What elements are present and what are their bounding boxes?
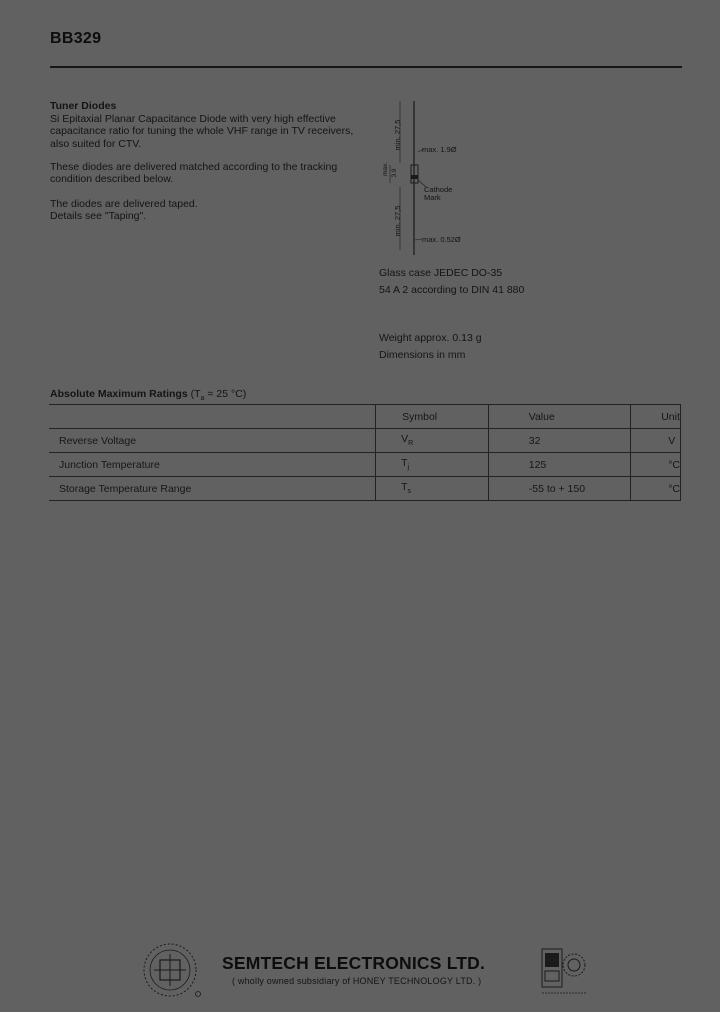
row-unit: °C: [631, 453, 681, 477]
ratings-title: [50, 388, 246, 402]
cathode-band: [411, 175, 418, 179]
ratings-condition: ($T_a = 25$ °C): [190, 388, 247, 403]
dimensions-unit-line: Dimensions in mm: [379, 349, 466, 361]
package-outline-diagram: [360, 95, 480, 255]
dim-lead-diameter-label: max. 1.9Ø: [422, 145, 457, 154]
taping-line-1: The diodes are delivered taped.: [50, 198, 198, 210]
header-parameter: [49, 405, 376, 429]
row-symbol: $T_j$: [376, 453, 489, 477]
weight-line: Weight approx. 0.13 g: [379, 332, 482, 344]
header-value: Value: [488, 405, 630, 429]
row-unit: V: [631, 429, 681, 453]
dim-body-diameter-label: max. 0.52Ø: [422, 235, 461, 244]
description-heading: Tuner Diodes: [50, 100, 117, 112]
cathode-mark-label-2: Mark: [424, 193, 441, 202]
header-unit: Unit: [631, 405, 681, 429]
table-row: [49, 429, 681, 453]
taping-line-2: Details see "Taping".: [50, 210, 147, 223]
row-parameter: Reverse Voltage: [49, 429, 376, 453]
weight-info: [379, 330, 482, 364]
row-parameter: Storage Temperature Range: [49, 477, 376, 501]
description-paragraph-3: [50, 198, 360, 223]
company-name: SEMTECH ELECTRONICS LTD.: [222, 953, 486, 973]
dim-body-max-label: max.: [382, 161, 389, 177]
title-divider: [50, 66, 682, 68]
row-value: 32: [488, 429, 630, 453]
dim-top-lead-label: min. 27,5: [393, 119, 402, 151]
description-paragraph-2: These diodes are delivered matched according to the tracking condition described below.: [50, 161, 338, 186]
table-row: [49, 477, 681, 501]
company-logo-icon: [140, 940, 206, 1006]
row-symbol: $V_R$: [376, 429, 489, 453]
part-number-title: BB329: [50, 30, 102, 47]
dim-bottom-lead-label: min. 27,5: [393, 205, 402, 237]
case-line-2: 54 A 2 according to DIN 41 880: [379, 284, 525, 296]
case-line-1: Glass case JEDEC DO-35: [379, 267, 503, 279]
row-value: -55 to + 150: [488, 477, 630, 501]
case-info: [379, 265, 524, 299]
dim-body-value-label: 3.9: [391, 168, 398, 178]
certification-marks-icon: [540, 947, 590, 997]
table-row: [49, 453, 681, 477]
row-value: 125: [488, 453, 630, 477]
table-header-row: [49, 405, 681, 429]
ratings-title-text: Absolute Maximum Ratings: [50, 388, 188, 400]
cathode-mark-label-1: Cathode: [424, 185, 453, 194]
row-unit: °C: [631, 477, 681, 501]
company-subline: ( wholly owned subsidiary of HONEY TECHNOLOGY LTD. ): [232, 976, 482, 986]
row-symbol: $T_s$: [376, 477, 489, 501]
header-symbol: Symbol: [376, 405, 489, 429]
row-parameter: Junction Temperature: [49, 453, 376, 477]
description-paragraph-1: Si Epitaxial Planar Capacitance Diode with very high effective capacitance ratio for tuning the whole VHF range in TV receivers, also suited for CTV.: [50, 113, 354, 150]
ratings-table: [49, 404, 681, 501]
